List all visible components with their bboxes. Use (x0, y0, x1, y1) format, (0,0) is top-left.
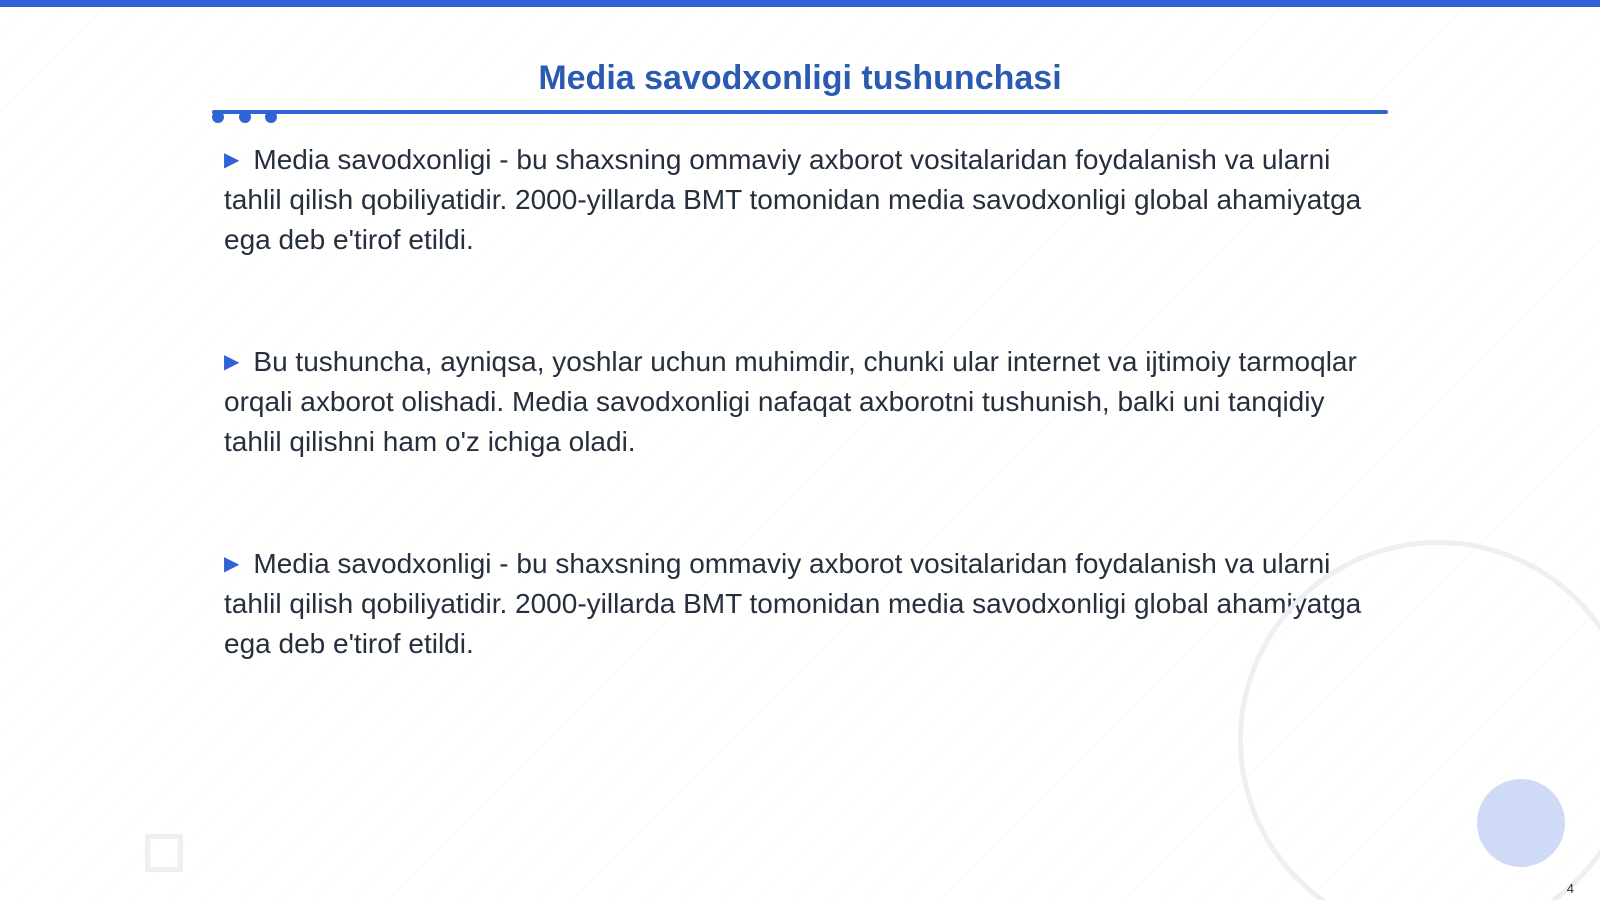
bullet-text: Media savodxonligi - bu shaxsning ommaviy axborot vositalaridan foydalanish va ularni tahlil qilish qobiliyatidir. 2000-yillarda BMT tomonidan media savodxonligi global ahamiyatga ega deb e'tirof etildi. (224, 144, 1362, 255)
bullet-item (224, 140, 1364, 260)
top-accent-bar (0, 0, 1600, 7)
decorative-dot (265, 111, 277, 123)
decorative-dot (239, 111, 251, 123)
decorative-circle (1477, 779, 1565, 867)
page-number: 4 (1566, 881, 1574, 896)
decorative-dot (212, 111, 224, 123)
bullet-list (224, 140, 1364, 664)
decorative-square (145, 834, 183, 872)
bullet-text: Bu tushuncha, ayniqsa, yoshlar uchun muhimdir, chunki ular internet va ijtimoiy tarmoqlar orqali axborot olishadi. Media savodxonligi nafaqat axborotni tushunish, balki uni tanqidiy tahlil qilishni ham o'z ichiga oladi. (224, 346, 1357, 457)
triangle-right-icon: ▶ (224, 149, 240, 171)
bullet-item (224, 342, 1364, 462)
slide-title: Media savodxonligi tushunchasi (538, 59, 1062, 97)
triangle-right-icon: ▶ (224, 351, 240, 373)
bullet-item (224, 544, 1364, 664)
triangle-right-icon: ▶ (224, 553, 240, 575)
bullet-text: Media savodxonligi - bu shaxsning ommaviy axborot vositalaridan foydalanish va ularni tahlil qilish qobiliyatidir. 2000-yillarda BMT tomonidan media savodxonligi global ahamiyatga ega deb e'tirof etildi. (224, 548, 1362, 659)
title-underline (212, 110, 1388, 114)
